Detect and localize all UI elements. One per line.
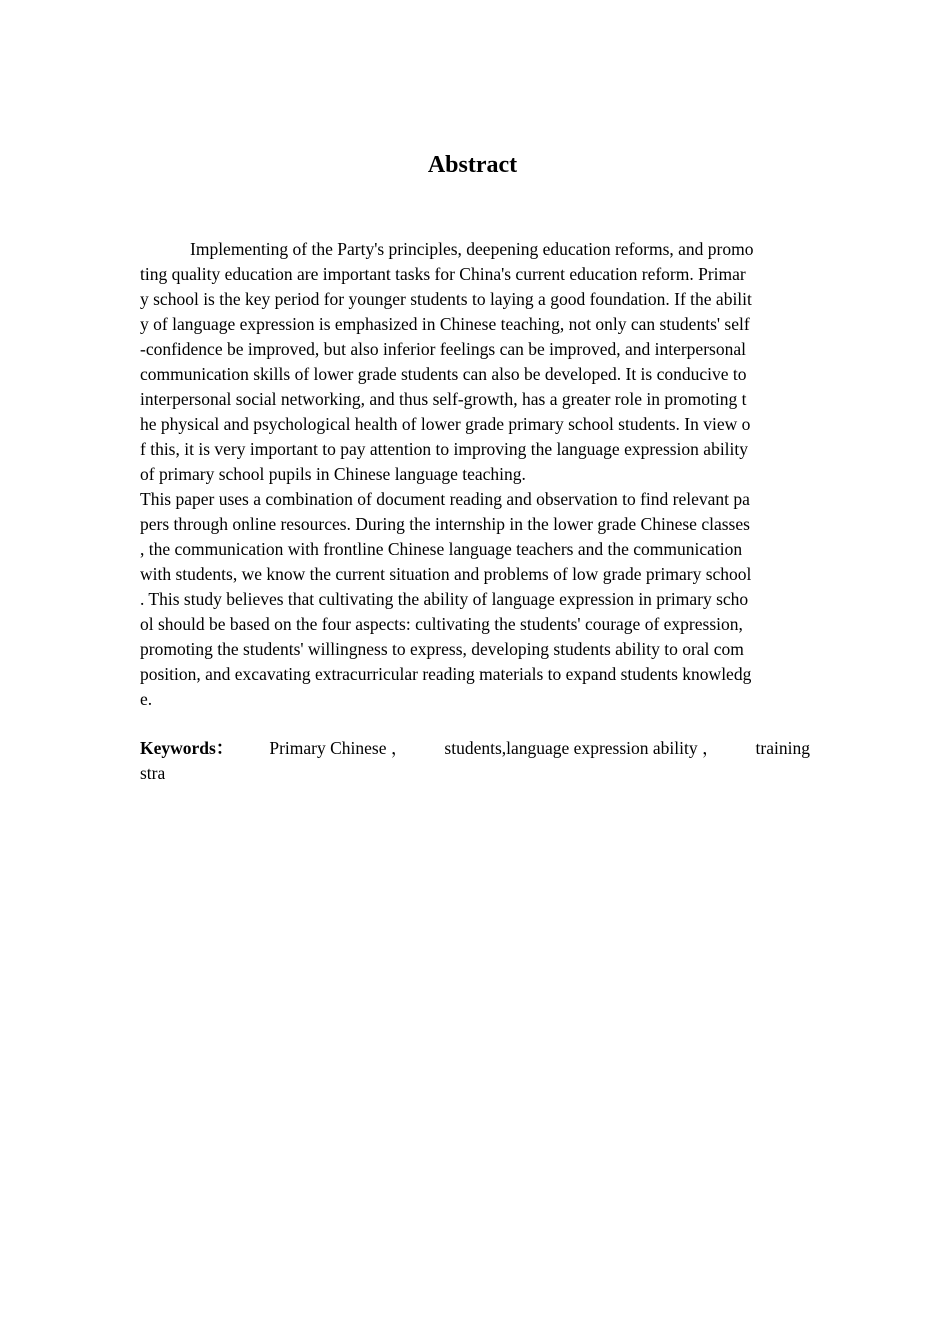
paragraph-line: promoting the students' willingness to express, developing students ability to oral com	[140, 639, 744, 659]
paragraph-line: e.	[140, 689, 153, 709]
paragraph-line: -confidence be improved, but also inferior feelings can be improved, and interpersonal	[140, 339, 746, 359]
paragraph-line: position, and excavating extracurricular reading materials to expand students knowledg	[140, 664, 752, 684]
keyword-item: training	[755, 738, 810, 758]
keywords-row	[140, 736, 810, 761]
paragraph-line: communication skills of lower grade students can also be developed. It is conducive to	[140, 364, 747, 384]
paragraph-line: y school is the key period for younger students to laying a good foundation. If the abilit	[140, 289, 752, 309]
paragraph-line: Implementing of the Party's principles, deepening education reforms, and promo	[190, 239, 754, 259]
paragraph-line: he physical and psychological health of lower grade primary school students. In view o	[140, 414, 751, 434]
paragraph-line: of primary school pupils in Chinese language teaching.	[140, 464, 526, 484]
paragraph-line: ting quality education are important tasks for China's current education reform. Primar	[140, 264, 746, 284]
keyword-item: students,language expression ability ，	[444, 738, 720, 758]
paragraph-line: f this, it is very important to pay attention to improving the language expression ability	[140, 439, 749, 459]
paragraph-line: ol should be based on the four aspects: cultivating the students' courage of expression,	[140, 614, 743, 634]
paragraph-line: . This study believes that cultivating the ability of language expression in primary scho	[140, 589, 749, 609]
paragraph-line: y of language expression is emphasized in Chinese teaching, not only can students' self	[140, 314, 750, 334]
page-title: Abstract	[427, 152, 518, 178]
paragraph-line: , the communication with frontline Chinese language teachers and the communication	[140, 539, 743, 559]
paragraph-line: This paper uses a combination of document reading and observation to find relevant pa	[140, 489, 750, 509]
keywords-section	[140, 736, 810, 786]
abstract-body	[140, 237, 810, 712]
paragraph-line: pers through online resources. During the internship in the lower grade Chinese classes	[140, 514, 750, 534]
keywords-label: Keywords：	[140, 738, 234, 758]
paragraph-line: interpersonal social networking, and thus self-growth, has a greater role in promoting t	[140, 389, 747, 409]
keyword-item: Primary Chinese ，	[269, 738, 409, 758]
keywords-continuation: stra	[140, 763, 166, 783]
paragraph-line: with students, we know the current situation and problems of low grade primary school	[140, 564, 752, 584]
